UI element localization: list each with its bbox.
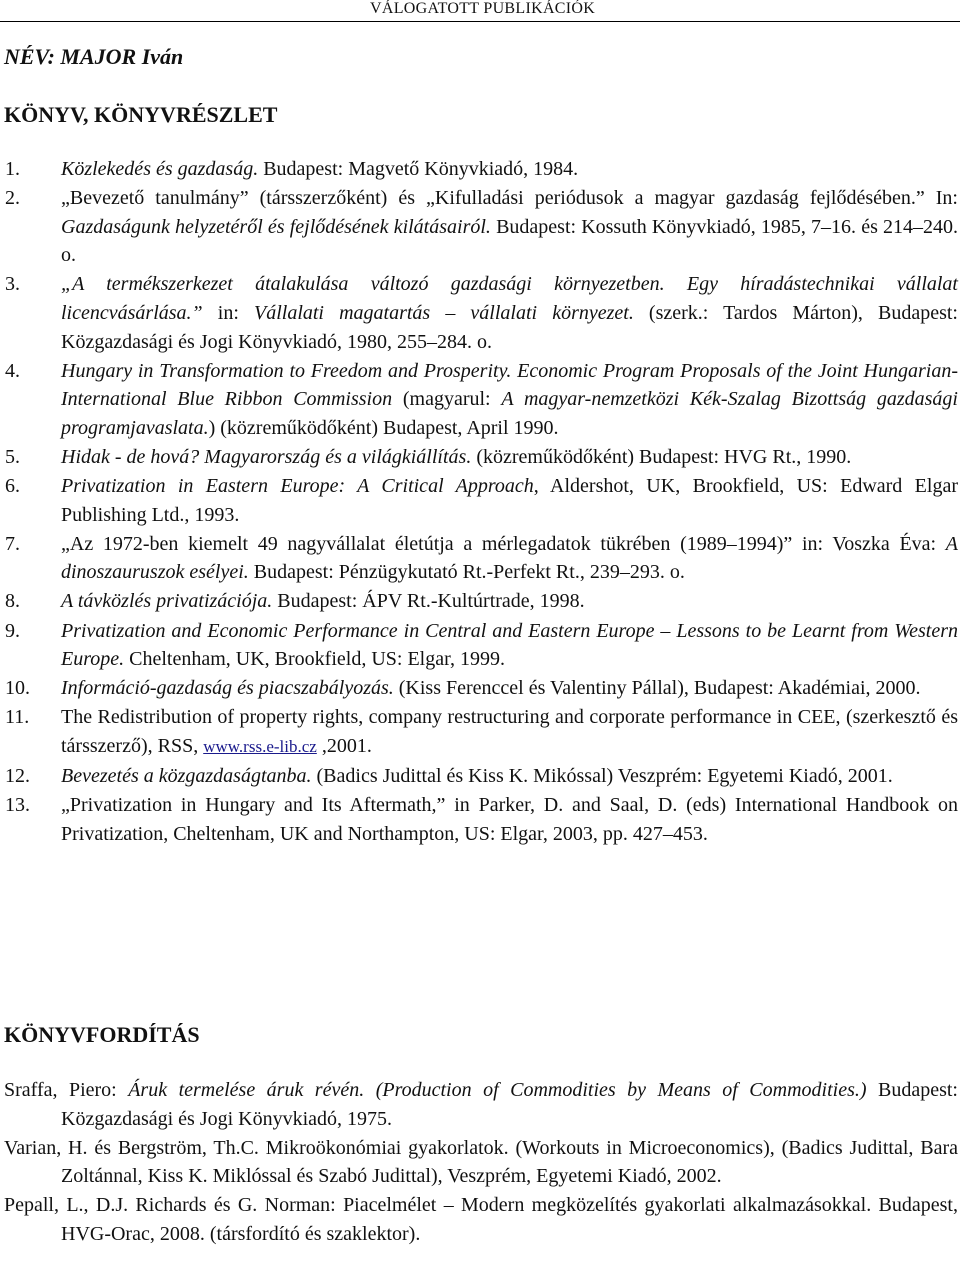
- italic-title: A dinoszauruszok esélyei.: [61, 532, 958, 584]
- author-name: NÉV: MAJOR Iván: [4, 44, 184, 69]
- item-number: 2.: [5, 187, 20, 210]
- list-item: [0, 617, 958, 674]
- citation-text: (szerk.: Tardos Márton), Budapest: Közgazdasági és Jogi Könyvkiadó, 1980, 255–284. o.: [61, 301, 958, 353]
- item-number: 9.: [5, 619, 20, 642]
- list-item: [0, 270, 958, 356]
- italic-title: Privatization in Eastern Europe: A Critical Approach: [61, 475, 534, 498]
- section-heading-books: KÖNYV, KÖNYVRÉSZLET: [4, 102, 278, 127]
- italic-title: Vállalati magatartás – vállalati környezet.: [253, 301, 634, 324]
- item-number: 12.: [5, 764, 30, 787]
- list-item: [0, 530, 958, 587]
- citation-text: (magyarul:: [392, 388, 502, 411]
- header-rule: [0, 21, 960, 22]
- item-number: 5.: [5, 445, 20, 468]
- url-link[interactable]: www.rss.e-lib.cz: [203, 736, 317, 756]
- item-number: 3.: [5, 273, 20, 296]
- citation-text: , Aldershot, UK, Brookfield, US: Edward Elgar Publishing Ltd., 1993.: [61, 475, 958, 526]
- list-item: [0, 155, 958, 184]
- list-item: [0, 674, 958, 703]
- italic-title: A távközlés privatizációja.: [61, 590, 273, 613]
- item-number: 6.: [5, 475, 20, 498]
- item-number: 10.: [5, 677, 30, 700]
- translation-list: [0, 1076, 958, 1249]
- italic-title: Áruk termelése áruk révén. (Production of Commodities by Means of Commodities.): [128, 1079, 867, 1101]
- citation-text: Budapest: Pénzügykutató Rt.-Perfekt Rt., 239–293. o.: [248, 561, 685, 584]
- section-heading-translations: KÖNYVFORDÍTÁS: [4, 1022, 200, 1047]
- italic-title: A magyar-nemzetközi Kék-Szalag Bizottság gazdasági programjavaslata.: [61, 388, 958, 439]
- list-item: [0, 184, 958, 270]
- citation-text: Budapest: ÁPV Rt.-Kultúrtrade, 1998.: [272, 590, 585, 613]
- item-number: 8.: [5, 590, 20, 613]
- translation-entry: [0, 1076, 958, 1133]
- italic-title: Hungary in Transformation to Freedom and Prosperity. Economic Program Proposals of the Joint Hungarian-International Blue Ribbon Commission: [61, 359, 958, 411]
- citation-text: Pepall, L., D.J. Richards és G. Norman: Piacelmélet – Modern megközelítés gyakorlati alkalmazásokkal. Budapest, HVG-Orac, 2008. (társfordító és szaklektor).: [4, 1194, 958, 1245]
- citation-text: Varian, H. és Bergström, Th.C. Mikroökonómiai gyakorlatok. (Workouts in Microeconomics), (Badics Judittal, Bara Zoltánnal, Kiss K. Miklóssal és Szabó Judittal), Veszprém, Egyetemi Kiadó, 2002.: [4, 1136, 958, 1188]
- citation-text: in:: [202, 301, 254, 324]
- translation-entry: [0, 1134, 958, 1191]
- item-number: 7.: [5, 532, 20, 555]
- italic-title: „A termékszerkezet átalakulása változó gazdasági környezetben. Egy híradástechnikai vállalat licencvásárlása.”: [61, 273, 958, 324]
- citation-text: ) (közreműködőként) Budapest, April 1990.: [208, 416, 559, 439]
- list-item: [0, 703, 958, 761]
- list-item: [0, 587, 958, 616]
- citation-text: (közreműködőként) Budapest: HVG Rt., 1990.: [471, 445, 852, 468]
- citation-text: „Az 1972-ben kiemelt 49 nagyvállalat életútja a mérlegadatok tükrében (1989–1994)” in: Voszka Éva:: [61, 532, 946, 555]
- citation-text: Budapest: Kossuth Könyvkiadó, 1985, 7–16. és 214–240. o.: [61, 215, 958, 267]
- italic-title: Gazdaságunk helyzetéről és fejlődésének kilátásairól.: [61, 215, 491, 238]
- list-item: [0, 791, 958, 848]
- citation-text: „Privatization in Hungary and Its Aftermath,” in Parker, D. and Saal, D. (eds) International Handbook on Privatization, Cheltenham, UK and Northampton, US: Elgar, 2003, pp. 427–453.: [61, 794, 958, 845]
- citation-text: Cheltenham, UK, Brookfield, US: Elgar, 1999.: [124, 648, 505, 671]
- citation-text: (Badics Judittal és Kiss K. Mikóssal) Veszprém: Egyetemi Kiadó, 2001.: [311, 764, 893, 787]
- italic-title: Információ-gazdaság és piacszabályozás.: [61, 677, 394, 700]
- citation-text: (Kiss Ferenccel és Valentiny Pállal), Budapest: Akadémiai, 2000.: [393, 677, 921, 700]
- citation-text: Budapest: Közgazdasági és Jogi Könyvkiadó, 1975.: [61, 1079, 958, 1130]
- item-number: 13.: [5, 794, 30, 817]
- italic-title: Közlekedés és gazdaság.: [61, 158, 259, 180]
- citation-text: The Redistribution of property rights, company restructuring and corporate performance in CEE, (szerkesztő és társszerző), RSS,: [61, 706, 958, 757]
- list-item: [0, 762, 958, 791]
- item-number: 1.: [5, 158, 20, 180]
- citation-text: Sraffa, Piero:: [4, 1079, 129, 1101]
- italic-title: Hidak - de hová? Magyarország és a világkiállítás.: [61, 445, 472, 468]
- citation-text: „Bevezető tanulmány” (társszerzőként) és „Kifulladási periódusok a magyar gazdaság fejlődésében.” In:: [61, 187, 958, 210]
- translation-entry: [0, 1191, 958, 1248]
- list-item: [0, 472, 958, 529]
- running-header: VÁLOGATOTT PUBLIKÁCIÓK: [370, 0, 596, 17]
- book-list: [0, 155, 958, 848]
- list-item: [0, 443, 958, 472]
- list-item: [0, 357, 958, 443]
- citation-text: ,2001.: [316, 734, 372, 757]
- item-number: 11.: [5, 706, 30, 729]
- citation-text: Budapest: Magvető Könyvkiadó, 1984.: [258, 158, 579, 180]
- italic-title: Bevezetés a közgazdaságtanba.: [61, 764, 312, 787]
- italic-title: Privatization and Economic Performance in Central and Eastern Europe – Lessons to be Learnt from Western Europe.: [61, 619, 958, 671]
- item-number: 4.: [5, 359, 20, 382]
